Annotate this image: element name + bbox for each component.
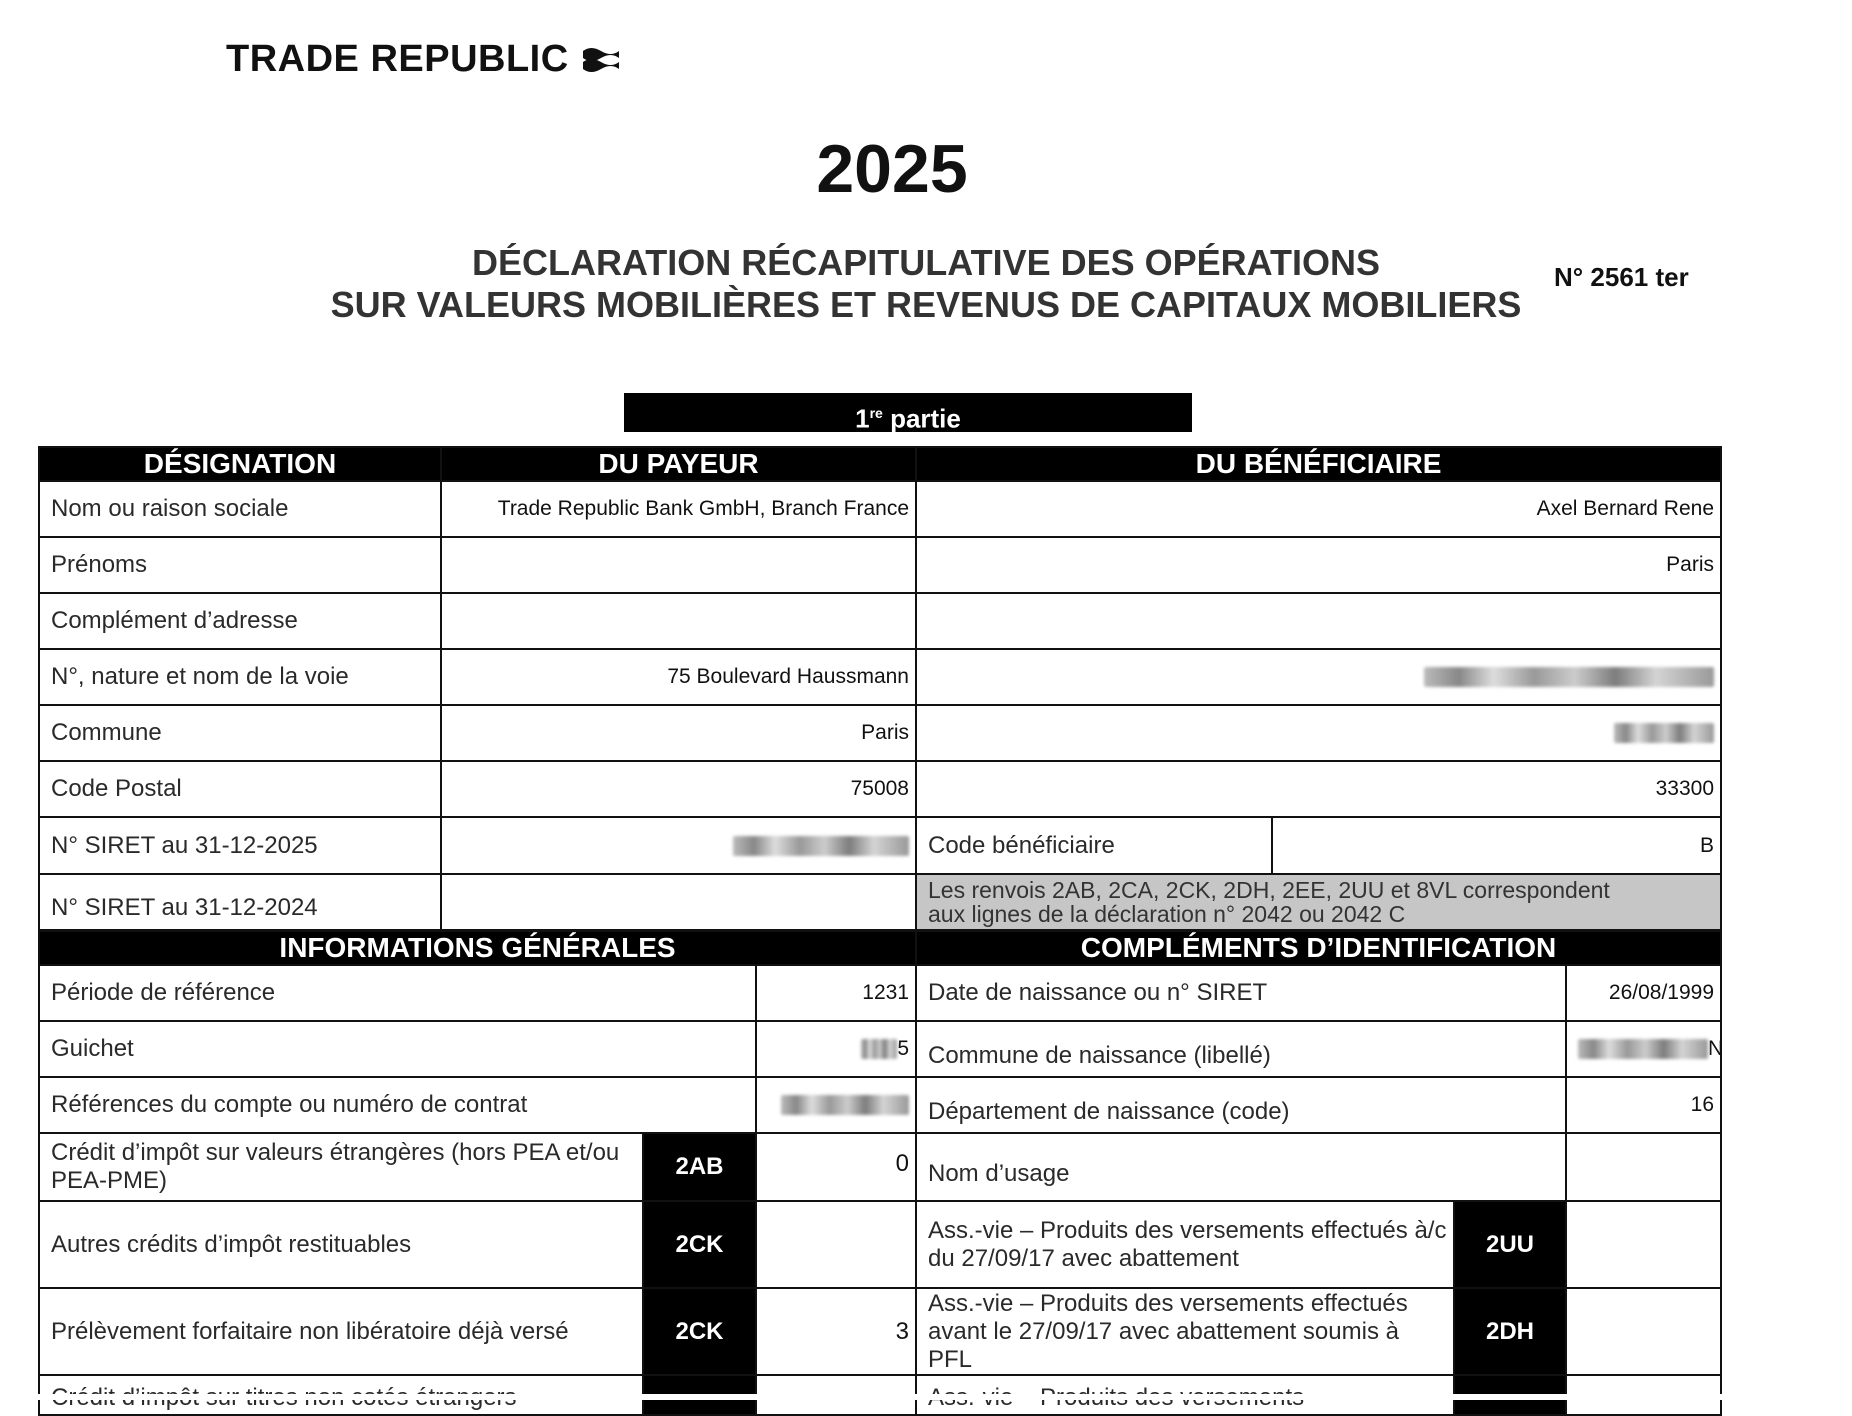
page-bottom-edge [0,1394,1828,1400]
designation-header-row [39,447,1721,481]
label-periode: Période de référence [39,965,756,1021]
header-beneficiaire: DU BÉNÉFICIAIRE [916,447,1721,481]
label-prelevement: Prélèvement forfaitaire non libératoire déjà versé [39,1288,643,1375]
payeur-prenoms [441,537,916,593]
beneficiaire-nom: Axel Bernard Rene [916,481,1721,537]
part-banner [624,393,1192,432]
value-nom-usage [1566,1133,1721,1201]
payeur-siret-2024 [441,874,916,930]
header-designation: DÉSIGNATION [39,447,441,481]
value-commune-naissance: N [1566,1021,1721,1077]
title-line-2: SUR VALEURS MOBILIÈRES ET REVENUS DE CAPITAUX MOBILIERS [330,284,1522,325]
value-guichet: 5 [756,1021,916,1077]
row-siret-2024 [39,874,1721,930]
row-periode [39,965,1721,1021]
redacted-account [781,1095,909,1115]
label-references: Références du compte ou numéro de contrat [39,1077,756,1133]
part-number: 1 [855,403,870,434]
payeur-voie: 75 Boulevard Haussmann [441,649,916,705]
value-2ck-a [756,1201,916,1288]
label-voie: N°, nature et nom de la voie [39,649,441,705]
beneficiaire-voie [916,649,1721,705]
label-guichet: Guichet [39,1021,756,1077]
payeur-code-postal: 75008 [441,761,916,817]
logo-text: TRADE REPUBLIC [226,38,569,80]
value-2ab: 0 [756,1133,916,1201]
header-informations-generales: INFORMATIONS GÉNÉRALES [39,931,916,965]
note-line-1: Les renvois 2AB, 2CA, 2CK, 2DH, 2EE, 2UU et 8VL correspondent [928,877,1610,903]
value-code-beneficiaire: B [1272,817,1721,874]
beneficiaire-commune [916,705,1721,761]
label-nom: Nom ou raison sociale [39,481,441,537]
label-date-naissance: Date de naissance ou n° SIRET [916,965,1566,1021]
payeur-complement [441,593,916,649]
label-credit-valeurs-etrangeres: Crédit d’impôt sur valeurs étrangères (hors PEA et/ou PEA-PME) [39,1133,643,1201]
code-2dh: 2DH [1454,1288,1566,1375]
row-siret-2025 [39,817,1721,874]
row-code-postal [39,761,1721,817]
code-2uu: 2UU [1454,1201,1566,1288]
redacted-siret [733,836,909,856]
value-date-naissance: 26/08/1999 [1566,965,1721,1021]
code-2ck-b: 2CK [643,1288,756,1375]
payeur-siret-2025 [441,817,916,874]
redacted-commune [1614,723,1714,743]
row-prenoms [39,537,1721,593]
redacted-street [1424,667,1714,687]
label-departement: Département de naissance (code) [916,1077,1566,1133]
label-nom-usage: Nom d’usage [916,1133,1566,1201]
redacted-commune-naissance [1578,1039,1708,1059]
tax-year: 2025 [816,131,968,207]
row-voie [39,649,1721,705]
code-2ab: 2AB [643,1133,756,1201]
label-assvie-2uu: Ass.-vie – Produits des versements effectués à/c du 27/09/17 avec abattement [916,1201,1454,1288]
label-prenoms: Prénoms [39,537,441,593]
label-code-beneficiaire: Code bénéficiaire [916,817,1272,874]
trade-republic-logo [226,38,621,81]
row-guichet [39,1021,1721,1077]
value-departement: 16 [1566,1077,1721,1133]
part-sup: re [869,405,883,421]
label-siret-2025: N° SIRET au 31-12-2025 [39,817,441,874]
designation-table [38,446,1722,931]
label-autres-credits: Autres crédits d’impôt restituables [39,1201,643,1288]
payeur-nom: Trade Republic Bank GmbH, Branch France [441,481,916,537]
general-table [38,930,1722,1416]
header-payeur: DU PAYEUR [441,447,916,481]
value-periode: 1231 [756,965,916,1021]
renvois-note [916,874,1721,930]
label-complement: Complément d’adresse [39,593,441,649]
label-code-postal: Code Postal [39,761,441,817]
label-commune-naissance: Commune de naissance (libellé) [916,1021,1566,1077]
row-nom [39,481,1721,537]
header-complements-identification: COMPLÉMENTS D’IDENTIFICATION [916,931,1721,965]
value-2dh [1566,1288,1721,1375]
row-credit-2ab [39,1133,1721,1201]
beneficiaire-prenoms: Paris [916,537,1721,593]
label-siret-2024: N° SIRET au 31-12-2024 [39,874,441,930]
value-2ck-b: 3 [756,1288,916,1375]
value-2uu [1566,1201,1721,1288]
part-label: partie [890,403,961,434]
redacted-guichet [861,1039,897,1059]
note-line-2: aux lignes de la déclaration n° 2042 ou 2042 C [928,901,1406,927]
row-credit-2ck-b [39,1288,1721,1375]
code-2ck-a: 2CK [643,1201,756,1288]
beneficiaire-code-postal: 33300 [916,761,1721,817]
row-commune [39,705,1721,761]
payeur-commune: Paris [441,705,916,761]
row-complement [39,593,1721,649]
flag-icon [581,45,621,75]
row-credit-2ck-a [39,1201,1721,1288]
beneficiaire-complement [916,593,1721,649]
title-line-1: DÉCLARATION RÉCAPITULATIVE DES OPÉRATIONS [471,242,1381,283]
value-references [756,1077,916,1133]
label-commune: Commune [39,705,441,761]
row-references [39,1077,1721,1133]
label-assvie-2dh: Ass.-vie – Produits des versements effectués avant le 27/09/17 avec abattement soumis à PFL [916,1288,1454,1375]
general-header-row [39,931,1721,965]
form-number: N° 2561 ter [1554,262,1689,292]
